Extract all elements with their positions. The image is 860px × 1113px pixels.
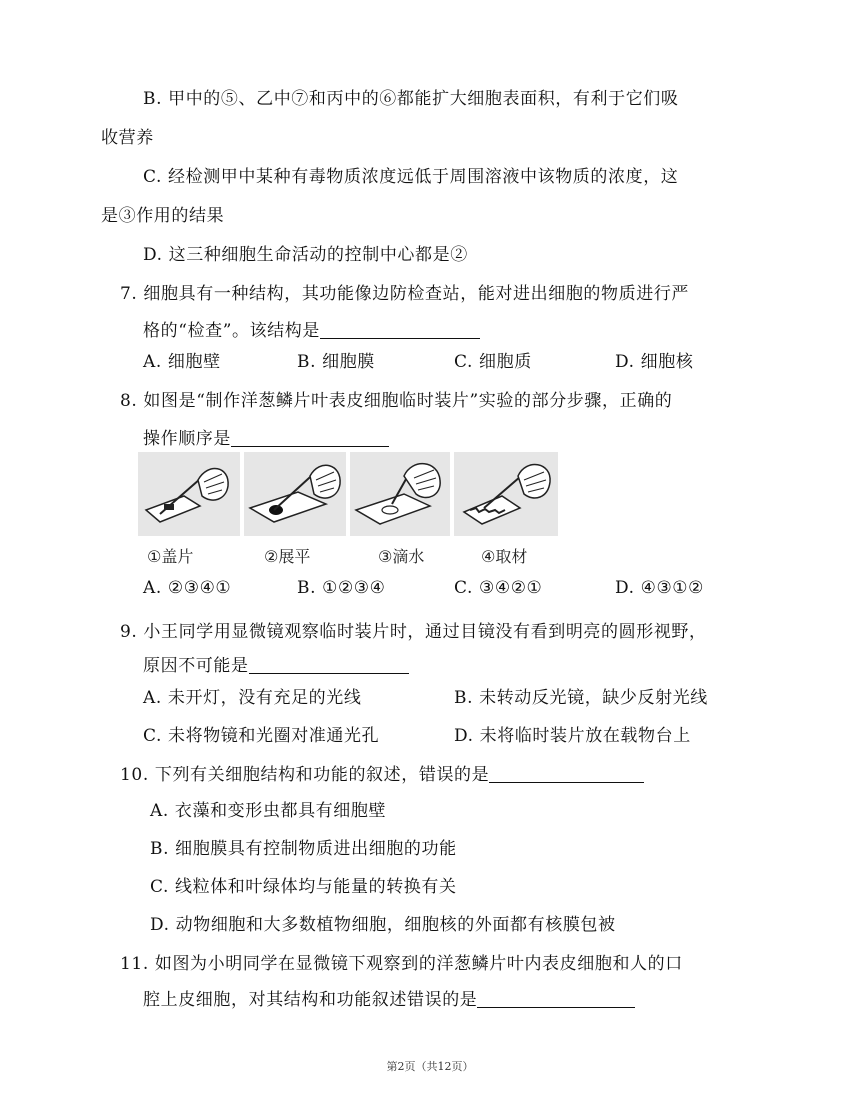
q9-stem-line1: 9. 小王同学用显微镜观察临时装片时，通过目镜没有看到明亮的圆形视野，	[120, 622, 707, 642]
q7-stem-line2: 格的“检查”。该结构是	[143, 316, 480, 341]
step-take-material-image	[454, 452, 558, 536]
q9-option-b: B. 未转动反光镜，缺少反射光线	[454, 688, 708, 708]
caption-take-material: ④取材	[481, 547, 528, 566]
q7-stem-line1: 7. 细胞具有一种结构，其功能像边防检查站，能对进出细胞的物质进行严	[120, 284, 690, 304]
caption-cover-slip: ①盖片	[147, 547, 194, 566]
q10-option-a: A. 衣藻和变形虫都具有细胞壁	[150, 801, 387, 821]
q10-option-b: B. 细胞膜具有控制物质进出细胞的功能	[150, 839, 457, 859]
step-flatten-image	[244, 452, 346, 536]
answer-blank	[477, 989, 635, 1008]
q7-option-d: D. 细胞核	[615, 352, 694, 372]
q7-option-c: C. 细胞质	[454, 352, 532, 372]
q10-option-d: D. 动物细胞和大多数植物细胞，细胞核的外面都有核膜包被	[150, 915, 616, 935]
q8-option-c: C. ③④②①	[454, 578, 543, 598]
q9-option-c: C. 未将物镜和光圈对准通光孔	[143, 726, 380, 746]
q11-stem-line2: 腔上皮细胞，对其结构和功能叙述错误的是	[143, 985, 635, 1010]
answer-blank	[249, 655, 409, 674]
q7-option-b: B. 细胞膜	[297, 352, 375, 372]
q8-option-a: A. ②③④①	[143, 578, 232, 598]
q8-stem-line1: 8. 如图是“制作洋葱鳞片叶表皮细胞临时装片”实验的部分步骤，正确的	[120, 391, 673, 411]
q6-option-b-line2: 收营养	[101, 128, 154, 148]
q9-option-a: A. 未开灯，没有充足的光线	[143, 688, 362, 708]
q6-option-c-line1: C. 经检测甲中某种有毒物质浓度远低于周围溶液中该物质的浓度，这	[143, 167, 679, 187]
answer-blank	[489, 764, 644, 783]
q10-option-c: C. 线粒体和叶绿体均与能量的转换有关	[150, 877, 457, 897]
page-number: 第2页（共12页）	[386, 1060, 474, 1073]
q6-option-b-line1: B. 甲中的⑤、乙中⑦和丙中的⑥都能扩大细胞表面积，有利于它们吸	[143, 89, 679, 109]
slide-preparation-figure	[138, 452, 558, 536]
q8-option-b: B. ①②③④	[297, 578, 386, 598]
q8-stem-line2: 操作顺序是	[143, 424, 389, 449]
q8-option-d: D. ④③①②	[615, 578, 704, 598]
q10-stem: 10. 下列有关细胞结构和功能的叙述，错误的是	[120, 760, 644, 785]
step-add-water-image	[350, 452, 450, 536]
caption-add-water: ③滴水	[378, 547, 425, 566]
step-cover-slip-image	[138, 452, 240, 536]
answer-blank	[231, 428, 389, 447]
answer-blank	[320, 320, 480, 339]
q11-stem-line1: 11. 如图为小明同学在显微镜下观察到的洋葱鳞片叶内表皮细胞和人的口	[120, 954, 683, 974]
q6-option-c-line2: 是③作用的结果	[101, 206, 225, 226]
q6-option-d: D. 这三种细胞生命活动的控制中心都是②	[143, 245, 468, 265]
q9-stem-line2: 原因不可能是	[143, 651, 409, 676]
caption-flatten: ②展平	[264, 547, 311, 566]
q7-option-a: A. 细胞壁	[143, 352, 221, 372]
q9-option-d: D. 未将临时装片放在载物台上	[454, 726, 691, 746]
